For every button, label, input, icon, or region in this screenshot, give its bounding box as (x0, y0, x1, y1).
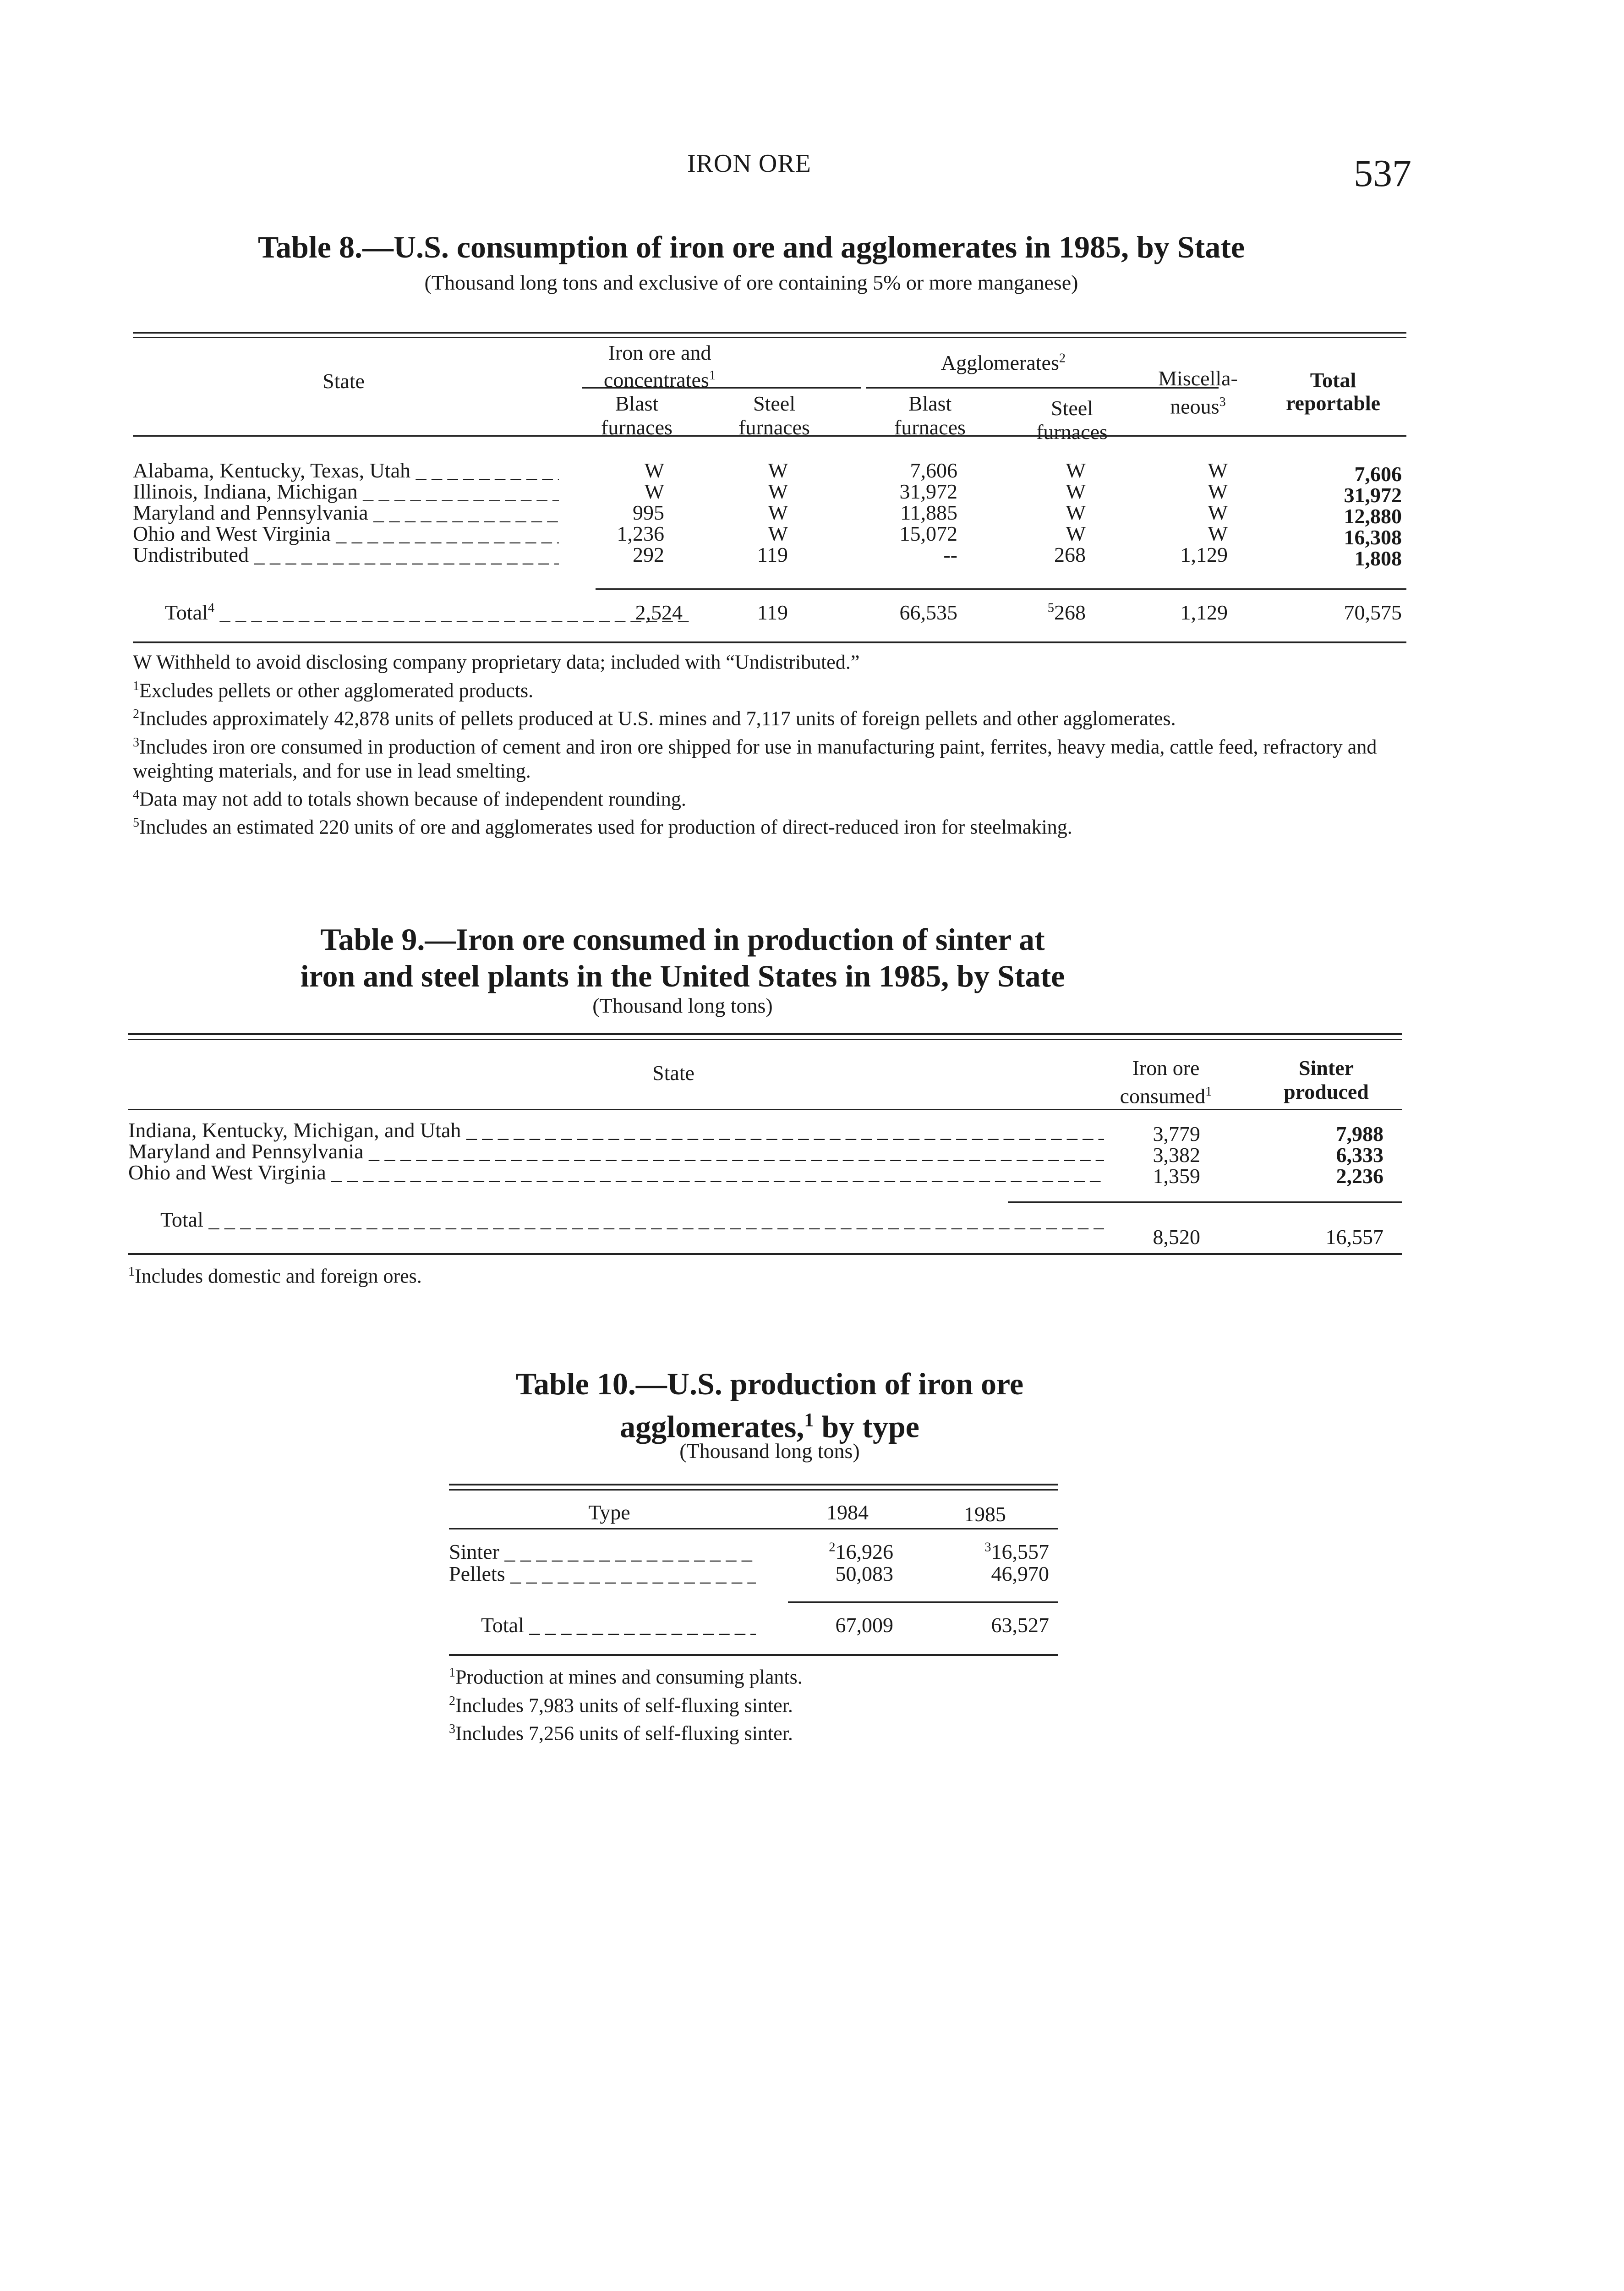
table8-cell-agg-steel: W (1066, 501, 1086, 524)
table9-footnote-text: Includes domestic and foreign ores. (135, 1265, 422, 1288)
table8-cell-misc: W (1208, 459, 1228, 482)
table9-top-rule-double (128, 1039, 1402, 1040)
table8-footnote (133, 702, 1406, 731)
table8-cell-agg-steel: W (1066, 522, 1086, 545)
table10-footnote (449, 1689, 1090, 1718)
table9-bottom-rule (128, 1253, 1402, 1255)
table10-row (449, 1540, 1058, 1562)
table10-value-1985: 16,557 (991, 1540, 1049, 1563)
table8-footnote-text: Includes iron ore consumed in production of cement and iron ore shipped for use in manufacturing paint, ferrites, heavy media, cattle feed, refractory and weighting materials, and for use in lead smelting. (133, 735, 1377, 782)
table8-cell-agg-steel: W (1066, 480, 1086, 503)
table10-value-1985: 46,970 (991, 1562, 1049, 1585)
table10-footnote (449, 1717, 1090, 1746)
table10-footnote-text: Includes 7,983 units of self-fluxing sinter. (455, 1694, 793, 1717)
table8-cell-misc: W (1208, 501, 1228, 524)
table8-cell-iron-steel: 119 (757, 543, 788, 566)
table9-title: Table 9.—Iron ore consumed in production of sinter at iron and steel plants in the United States in 1985, by State (300, 922, 1065, 993)
page-number: 537 (1354, 152, 1411, 195)
table10-footnote-text: Includes 7,256 units of self-fluxing sinter. (455, 1722, 793, 1745)
table9-cell-iron: 1,359 (1153, 1164, 1200, 1188)
table8-col-iron-steel: Steel furnaces (738, 392, 810, 439)
table9-total-label: Total _ _ _ (160, 1207, 1104, 1232)
table10-footnotes (449, 1661, 1090, 1746)
table8-cell-agg-blast: 31,972 (899, 480, 957, 503)
running-header: IRON ORE (687, 149, 811, 178)
table10-col-type: Type (588, 1501, 630, 1524)
table10-top-rule (449, 1484, 1058, 1485)
table9-header (128, 1045, 1402, 1109)
table10-total-rule (788, 1601, 1058, 1603)
table8-footnote-text: Excludes pellets or other agglomerated products. (139, 679, 534, 702)
table8-cell-total: 31,972 (1344, 483, 1402, 507)
table8-footnote (133, 811, 1406, 839)
table8-cell-iron-steel: W (768, 501, 788, 524)
table8-cell-agg-blast: 7,606 (910, 459, 957, 482)
table10-cell-1985 (916, 1562, 1049, 1586)
table8-total-row (133, 600, 1406, 628)
table8-total-iron-steel: 119 (757, 601, 788, 624)
table10-row (449, 1562, 1058, 1584)
table8-iron-group-rule (582, 387, 861, 389)
table8-footnote (133, 731, 1406, 783)
table9-header-rule (128, 1109, 1402, 1110)
table9-cell-state: Indiana, Kentucky, Michigan, and Utah _ _ _ (128, 1118, 1104, 1142)
table8-row (133, 458, 1406, 486)
table9-total-iron: 8,520 (1153, 1225, 1200, 1249)
table8-total-misc: 1,129 (1180, 601, 1228, 624)
table8-footnotes (133, 646, 1406, 839)
table8-title: Table 8.—U.S. consumption of iron ore and agglomerates in 1985, by State (257, 230, 1245, 264)
table10-subtitle: (Thousand long tons) (679, 1439, 860, 1463)
table8-total-iron-blast: 2,524 (635, 601, 683, 624)
table8-footnote-mark: 3 (133, 735, 139, 750)
table8-top-rule (133, 332, 1406, 334)
table9-total-rule (1008, 1201, 1402, 1203)
table8-cell-agg-steel: 268 (1054, 543, 1086, 566)
table9-cell-state: Maryland and Pennsylvania _ _ _ (128, 1139, 1104, 1163)
table8-cell-iron-blast: W (644, 459, 664, 482)
table8-footnote-mark: 4 (133, 787, 139, 802)
table8-footnote (133, 783, 1406, 811)
table9-col-state: State (652, 1061, 694, 1085)
table10-total-1984: 67,009 (835, 1613, 893, 1637)
table8-cell-agg-steel: W (1066, 459, 1086, 482)
table10-cell-type: Pellets _ _ _ (449, 1562, 756, 1586)
table8-row (133, 479, 1406, 507)
table9-subtitle: (Thousand long tons) (592, 994, 773, 1017)
table8-col-agg-steel: Steel furnaces (1036, 396, 1108, 444)
table9-cell-sinter: 6,333 (1336, 1143, 1383, 1167)
table10-value-1984: 50,083 (835, 1562, 893, 1585)
table10-bottom-rule (449, 1654, 1058, 1656)
table10-footnote-mark: 3 (449, 1722, 455, 1737)
table8-cell-iron-blast: 1,236 (617, 522, 664, 545)
table10-note-1985: 3 (984, 1540, 991, 1555)
table9-col-iron: Iron ore consumed$^1$ (1120, 1056, 1212, 1108)
table10-title: Table 10.—U.S. production of iron ore agglomerates,$^1$ by type (515, 1366, 1024, 1444)
table8-cell-total: 12,880 (1344, 504, 1402, 528)
table10-cell-1984 (770, 1562, 893, 1586)
table8-total-agg-steel: $^5$268 (1047, 601, 1086, 624)
table9-cell-sinter: 7,988 (1336, 1122, 1383, 1146)
table9-total-sinter: 16,557 (1325, 1225, 1383, 1249)
table8-total-label: Total$^4$ _ _ _ (165, 600, 692, 625)
table8-cell-misc: W (1208, 480, 1228, 503)
table10-footnote (449, 1661, 1090, 1689)
table8-header (133, 341, 1406, 442)
table8-col-total: Total reportable (1285, 368, 1381, 415)
table8-cell-total: 7,606 (1354, 462, 1402, 486)
table10-cell-1985 (916, 1540, 1049, 1564)
table9-footnotes (128, 1260, 1402, 1288)
table9-total-row (128, 1207, 1402, 1249)
table8-col-state: State (323, 369, 365, 393)
table8-cell-iron-steel: W (768, 459, 788, 482)
table8-cell-state: Maryland and Pennsylvania _ _ _ (133, 500, 559, 525)
table8-subtitle: (Thousand long tons and exclusive of ore containing 5% or more manganese) (424, 271, 1078, 294)
table10-cell-type: Sinter _ _ _ (449, 1540, 756, 1564)
table9-row (128, 1160, 1402, 1188)
table8-bottom-rule (133, 641, 1406, 643)
table8-footnote-text: W Withheld to avoid disclosing company proprietary data; included with “Undistributed.” (133, 651, 860, 674)
table8-total-agg-blast: 66,535 (899, 601, 957, 624)
table9-cell-state: Ohio and West Virginia _ _ _ (128, 1160, 1104, 1184)
table8-col-iron-group: Iron ore and concentrates$^1$ (603, 341, 716, 392)
table8-col-agg-blast: Blast furnaces (894, 392, 966, 439)
table8-total-total: 70,575 (1344, 601, 1402, 624)
table10-footnote-mark: 2 (449, 1694, 455, 1708)
table10-footnote-text: Production at mines and consuming plants. (455, 1666, 803, 1688)
table9-col-sinter: Sinter produced (1284, 1056, 1369, 1103)
table8-col-misc: Miscella-neous$^3$ (1158, 367, 1238, 418)
table8-cell-agg-blast: 15,072 (899, 522, 957, 545)
table10-col-1984: 1984 (826, 1501, 869, 1524)
table9-row (128, 1139, 1402, 1167)
table8-total-rule (596, 588, 1406, 590)
table8-cell-state: Ohio and West Virginia _ _ _ (133, 521, 559, 546)
table8-footnote-mark: 1 (133, 679, 139, 693)
table9-row (128, 1118, 1402, 1146)
table8-footnote (133, 674, 1406, 703)
table8-cell-agg-blast: -- (943, 543, 957, 566)
table8-cell-iron-blast: 995 (633, 501, 664, 524)
table8-row (133, 521, 1406, 549)
table8-footnote-text: Includes approximately 42,878 units of pellets produced at U.S. mines and 7,117 units of foreign pellets and other agglomerates. (139, 707, 1176, 730)
table9-cell-iron: 3,382 (1153, 1143, 1200, 1167)
table10-footnote-mark: 1 (449, 1666, 455, 1680)
table10-cell-1984 (770, 1540, 893, 1564)
table8-footnote-text: Data may not add to totals shown because of independent rounding. (139, 788, 686, 811)
table8-cell-total: 16,308 (1344, 526, 1402, 549)
table10-header-rule (449, 1528, 1058, 1529)
table8-row (133, 543, 1406, 570)
table9-top-rule (128, 1033, 1402, 1035)
table9-footnote (128, 1260, 1402, 1288)
table8-col-agg-group: Agglomerates$^2$ (940, 351, 1066, 374)
table8-cell-state: Alabama, Kentucky, Texas, Utah _ _ _ (133, 458, 559, 482)
table9-body (128, 1118, 1402, 1188)
table8-body (133, 458, 1406, 570)
table10-top-rule-double (449, 1489, 1058, 1491)
table8-cell-iron-steel: W (768, 522, 788, 545)
table8-cell-state: Illinois, Indiana, Michigan _ _ _ (133, 479, 559, 504)
table8-cell-state: Undistributed _ _ _ (133, 543, 559, 567)
table8-header-rule (133, 435, 1406, 437)
table10-note-1984: 2 (829, 1540, 836, 1555)
table8-cell-misc: 1,129 (1180, 543, 1228, 566)
table10-col-1985: 1985 (964, 1502, 1006, 1526)
table8-cell-iron-steel: W (768, 480, 788, 503)
table8-cell-agg-blast: 11,885 (900, 501, 957, 524)
table9-cell-sinter: 2,236 (1336, 1164, 1383, 1188)
table8-footnote (133, 646, 1406, 674)
table8-cell-iron-blast: W (644, 480, 664, 503)
table9-cell-iron: 3,779 (1153, 1122, 1200, 1146)
table8-footnote-mark: 2 (133, 707, 139, 722)
table9-footnote-mark: 1 (128, 1265, 135, 1279)
table8-footnote-mark: 5 (133, 816, 139, 830)
table8-top-rule-double (133, 337, 1406, 338)
table8-cell-misc: W (1208, 522, 1228, 545)
table10-header (449, 1495, 1058, 1531)
table8-row (133, 500, 1406, 528)
table10-value-1984: 16,926 (835, 1540, 893, 1563)
table8-footnote-text: Includes an estimated 220 units of ore and agglomerates used for production of direct-reduced iron for steelmaking. (139, 816, 1072, 839)
table8-col-iron-blast: Blast furnaces (601, 392, 673, 439)
table10-total-row (449, 1613, 1058, 1640)
table10-total-1985: 63,527 (991, 1613, 1049, 1637)
table10-total-label: Total _ _ _ (481, 1613, 756, 1637)
table10-body (449, 1540, 1058, 1584)
table8-cell-total: 1,808 (1354, 547, 1402, 570)
table8-cell-iron-blast: 292 (633, 543, 664, 566)
